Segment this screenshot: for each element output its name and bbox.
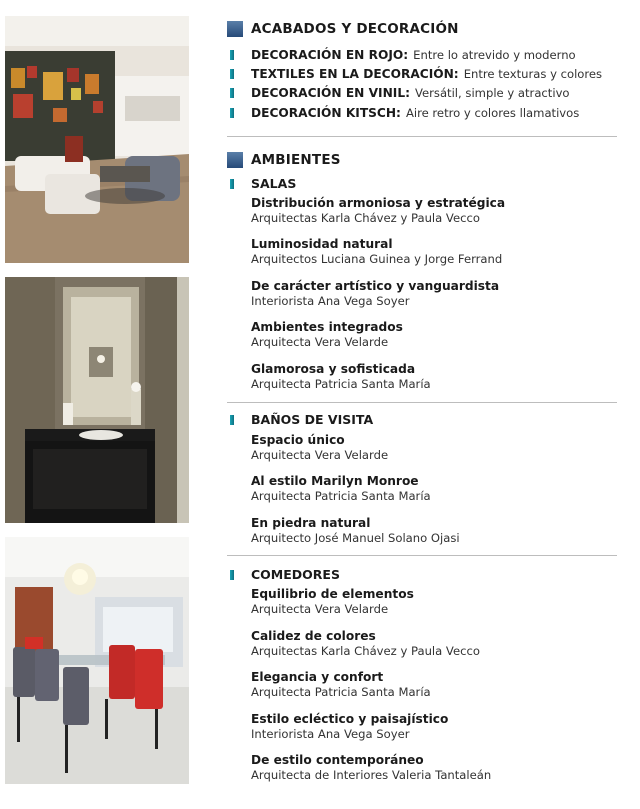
divider	[227, 136, 617, 137]
acabados-item	[227, 86, 570, 100]
article-entry	[251, 320, 621, 349]
section-ambientes-heading	[227, 152, 341, 168]
article-author: Interiorista Ana Vega Soyer	[251, 294, 410, 308]
item-desc: Entre lo atrevido y moderno	[413, 48, 576, 62]
article-title: Glamorosa y sofisticada	[251, 362, 416, 376]
article-author: Arquitectas Karla Chávez y Paula Vecco	[251, 211, 480, 225]
dining-room-photo	[5, 537, 189, 784]
article-author: Arquitectos Luciana Guinea y Jorge Ferrand	[251, 252, 503, 266]
article-title: Al estilo Marilyn Monroe	[251, 474, 419, 488]
article-entry	[251, 712, 621, 741]
article-title: De estilo contemporáneo	[251, 753, 424, 767]
article-title: Ambientes integrados	[251, 320, 403, 334]
item-desc: Aire retro y colores llamativos	[405, 106, 580, 120]
item-desc: Entre texturas y colores	[463, 67, 603, 81]
article-entry	[251, 587, 621, 616]
bullet-icon	[230, 88, 234, 98]
acabados-item	[227, 106, 579, 120]
article-entry	[251, 670, 621, 699]
article-entry	[251, 629, 621, 658]
article-title: Espacio único	[251, 433, 345, 447]
article-entry	[251, 362, 621, 391]
article-entry	[251, 433, 621, 462]
article-title: Distribución armoniosa y estratégica	[251, 196, 506, 210]
article-title: Equilibrio de elementos	[251, 587, 414, 601]
bullet-icon	[230, 179, 234, 189]
article-author: Arquitectas Karla Chávez y Paula Vecco	[251, 644, 480, 658]
article-title: Calidez de colores	[251, 629, 376, 643]
article-author: Arquitecta Patricia Santa María	[251, 489, 431, 503]
subsection-banos-heading	[227, 412, 373, 427]
item-title: DECORACIÓN EN ROJO:	[251, 48, 409, 62]
bullet-icon	[230, 50, 234, 60]
subsection-salas-heading	[227, 176, 296, 191]
acabados-item	[227, 67, 602, 81]
living-room-photo	[5, 16, 189, 263]
article-entry	[251, 753, 621, 782]
item-title: DECORACIÓN KITSCH:	[251, 106, 401, 120]
article-entry	[251, 474, 621, 503]
article-entry	[251, 196, 621, 225]
article-author: Arquitecta Patricia Santa María	[251, 377, 431, 391]
guest-bathroom-photo	[5, 277, 189, 523]
item-title: DECORACIÓN EN VINIL:	[251, 86, 410, 100]
section-acabados-heading	[227, 21, 459, 37]
article-title: Luminosidad natural	[251, 237, 393, 251]
article-title: Estilo ecléctico y paisajístico	[251, 712, 449, 726]
article-entry	[251, 237, 621, 266]
article-author: Arquitecto José Manuel Solano Ojasi	[251, 531, 460, 545]
section-square-icon	[227, 152, 243, 168]
section-square-icon	[227, 21, 243, 37]
divider	[227, 555, 617, 556]
article-title: Elegancia y confort	[251, 670, 384, 684]
bullet-icon	[230, 415, 234, 425]
item-desc: Versátil, simple y atractivo	[414, 86, 570, 100]
section-title: AMBIENTES	[251, 152, 341, 168]
bullet-icon	[230, 69, 234, 79]
article-author: Arquitecta Vera Velarde	[251, 335, 389, 349]
article-author: Interiorista Ana Vega Soyer	[251, 727, 410, 741]
article-author: Arquitecta Vera Velarde	[251, 448, 389, 462]
article-entry	[251, 516, 621, 545]
bullet-icon	[230, 108, 234, 118]
subsection-comedores-heading	[227, 567, 340, 582]
article-author: Arquitecta Patricia Santa María	[251, 685, 431, 699]
article-author: Arquitecta de Interiores Valeria Tantaleán	[251, 768, 492, 782]
section-title: ACABADOS Y DECORACIÓN	[251, 21, 459, 37]
subsection-title: BAÑOS DE VISITA	[251, 412, 374, 427]
article-title: De carácter artístico y vanguardista	[251, 279, 500, 293]
article-author: Arquitecta Vera Velarde	[251, 602, 389, 616]
acabados-item	[227, 48, 576, 62]
divider	[227, 402, 617, 403]
bullet-icon	[230, 570, 234, 580]
article-title: En piedra natural	[251, 516, 371, 530]
subsection-title: SALAS	[251, 176, 297, 191]
item-title: TEXTILES EN LA DECORACIÓN:	[251, 67, 459, 81]
subsection-title: COMEDORES	[251, 567, 340, 582]
article-entry	[251, 279, 621, 308]
